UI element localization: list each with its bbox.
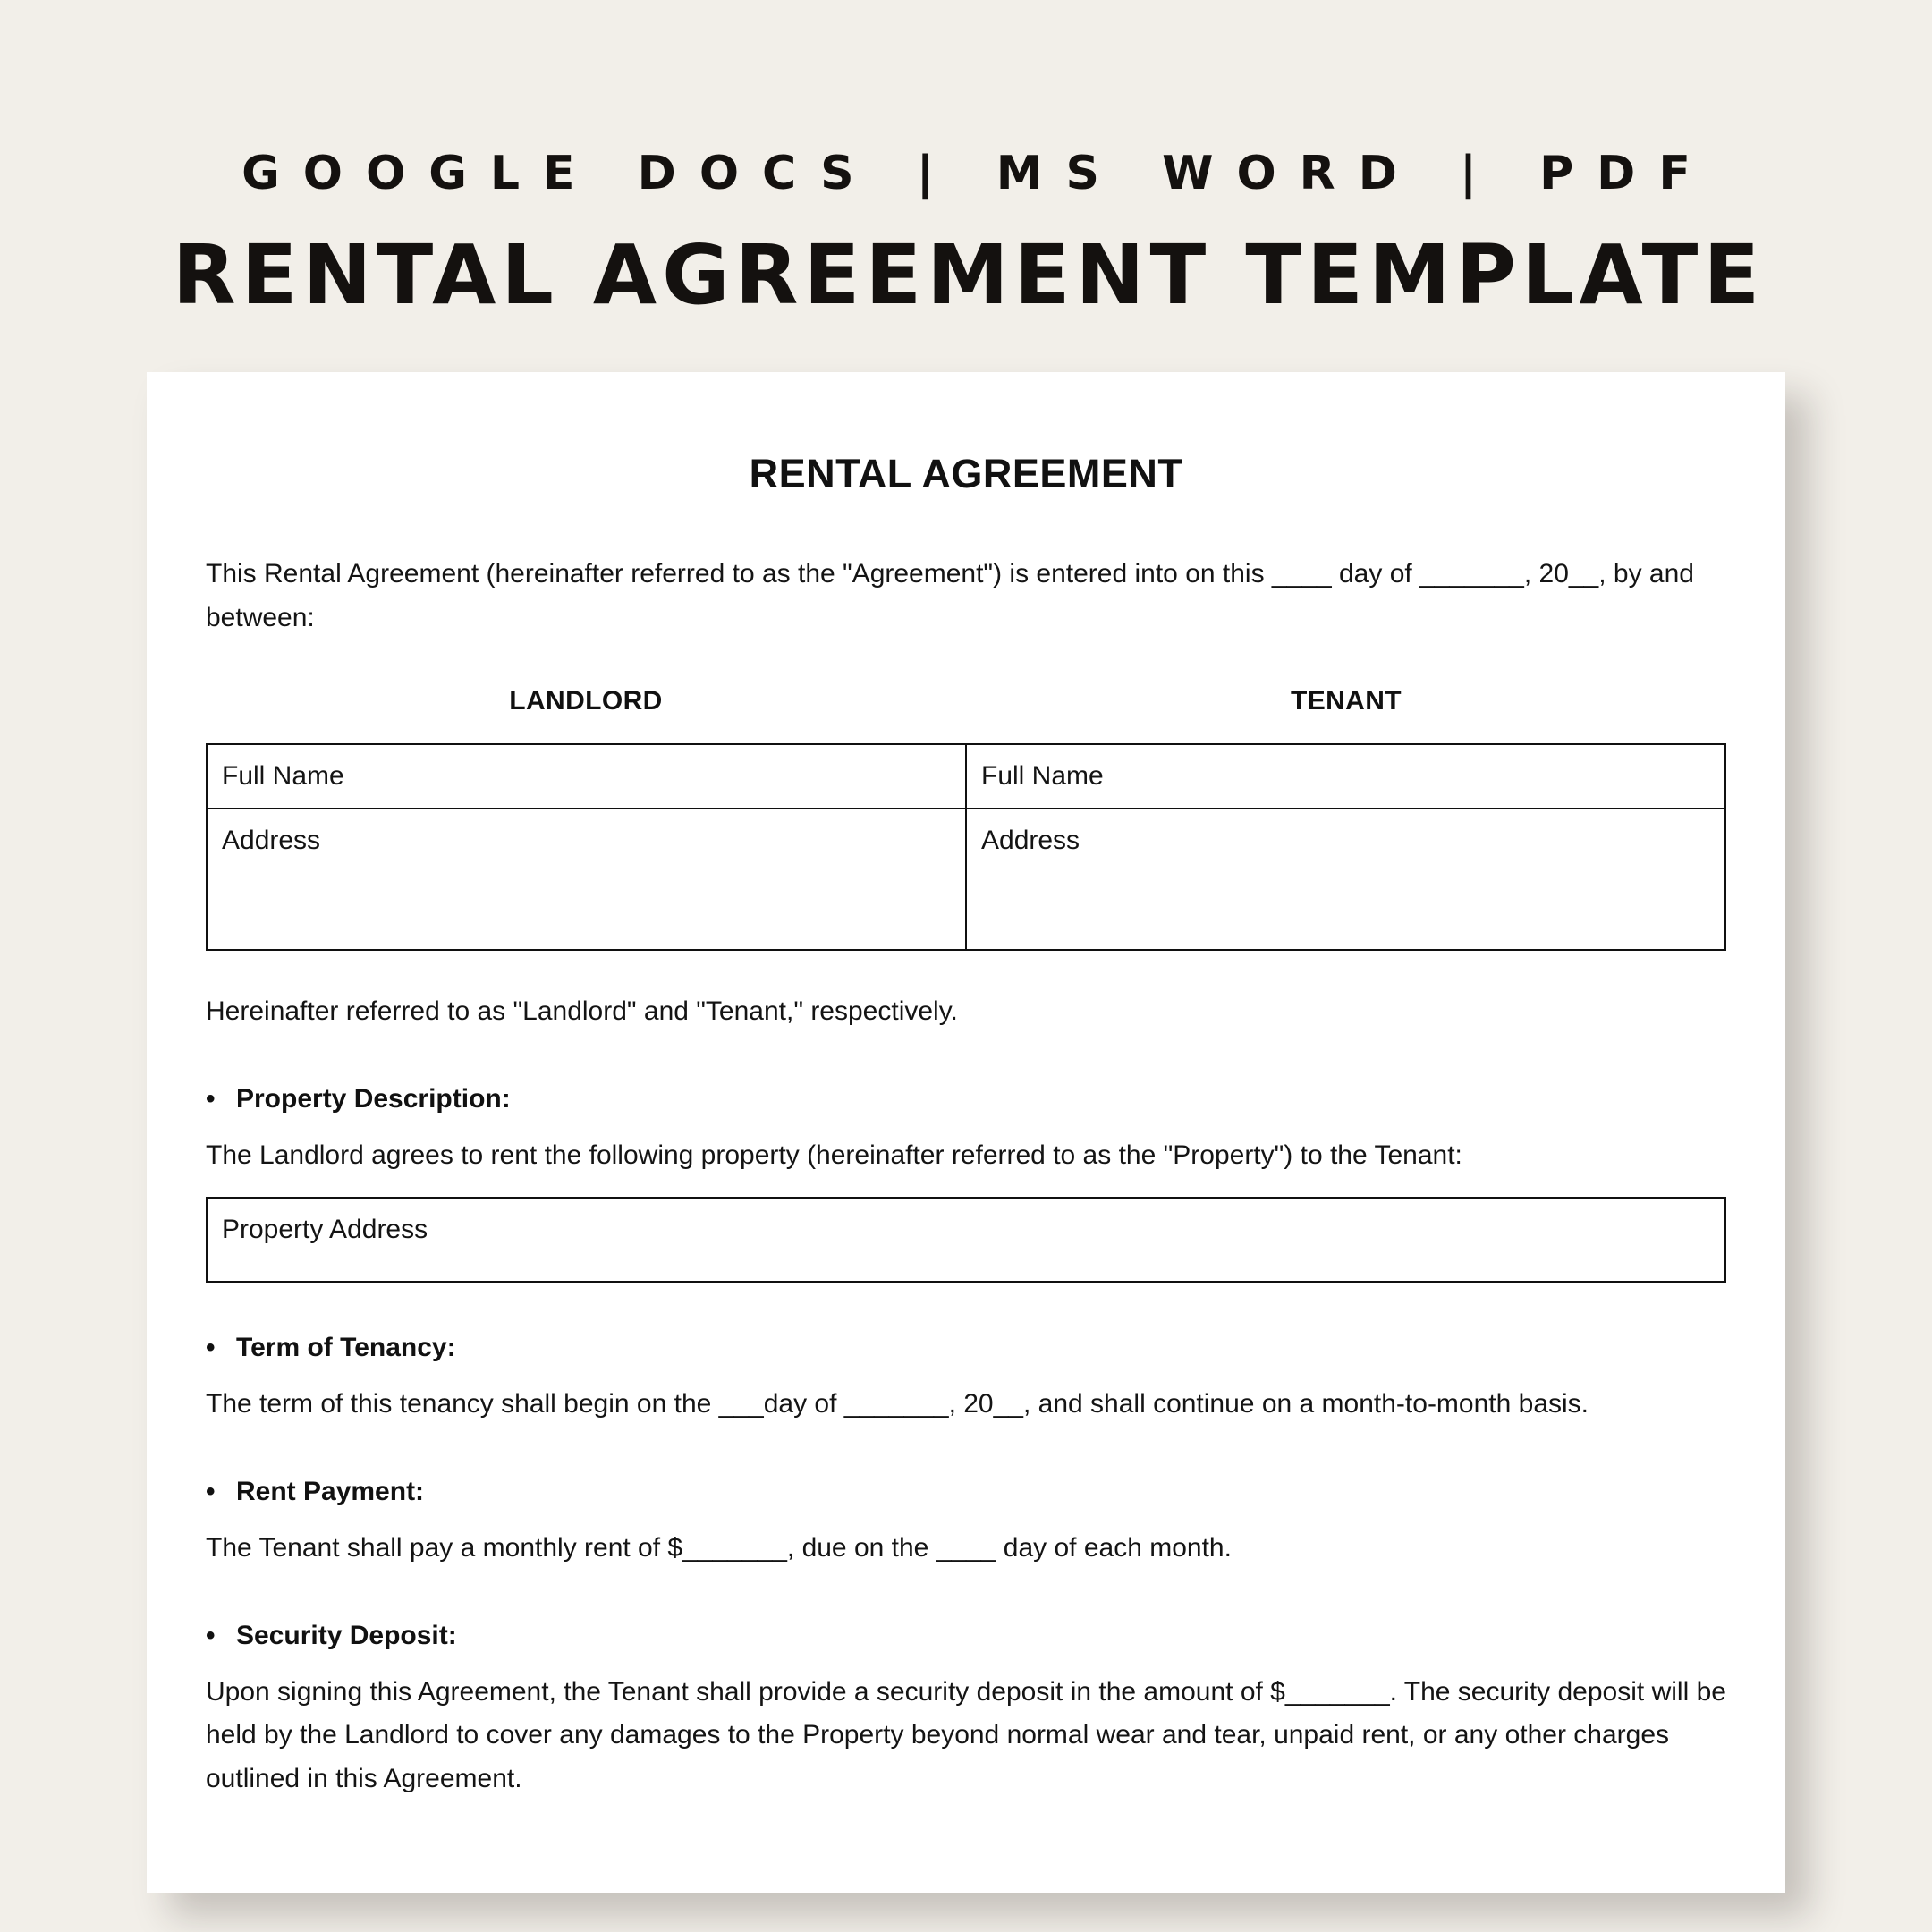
party-headers-row — [206, 686, 1726, 716]
table-row — [207, 744, 1725, 809]
landlord-full-name-cell[interactable]: Full Name — [207, 744, 966, 809]
section-heading-label: Rent Payment: — [236, 1476, 425, 1506]
intro-paragraph: This Rental Agreement (hereinafter referred to as the "Agreement") is entered into on this ____ day of _______, 20__, by and between: — [206, 559, 1694, 632]
parties-table — [206, 743, 1726, 951]
table-row — [207, 809, 1725, 950]
tenant-address-cell[interactable]: Address — [966, 809, 1725, 950]
hereinafter-paragraph: Hereinafter referred to as "Landlord" and "Tenant," respectively. — [206, 996, 958, 1027]
section-heading-rent-payment — [206, 1477, 1726, 1507]
section-heading-security-deposit — [206, 1621, 1726, 1651]
section-body-rent-payment: The Tenant shall pay a monthly rent of $_______, due on the ____ day of each month. — [206, 1532, 1232, 1563]
section-heading-label: Security Deposit: — [236, 1620, 457, 1650]
banner-title: RENTAL AGREEMENT TEMPLATE — [172, 227, 1766, 323]
section-heading-label: Term of Tenancy: — [236, 1333, 456, 1363]
section-body-term-of-tenancy: The term of this tenancy shall begin on the ___day of _______, 20__, and shall continue on a month-to-month basis. — [206, 1389, 1589, 1419]
section-heading-property-description — [206, 1084, 1726, 1114]
bullet-icon: • — [206, 1476, 216, 1506]
landlord-column-header: LANDLORD — [509, 686, 663, 716]
tenant-column-header: TENANT — [1290, 686, 1402, 716]
section-heading-term-of-tenancy — [206, 1333, 1726, 1363]
section-body-security-deposit: Upon signing this Agreement, the Tenant shall provide a security deposit in the amount of $_______. The security deposit will be held by the Landlord to cover any damages to the Property beyond normal wear and tear, unpaid rent, or any other charges outlined in this Agreement. — [206, 1676, 1726, 1793]
document-title: RENTAL AGREEMENT — [749, 451, 1183, 496]
bullet-icon: • — [206, 1333, 216, 1363]
banner-kicker: GOOGLE DOCS | MS WORD | PDF — [242, 147, 1714, 200]
document-page — [147, 372, 1785, 1893]
promo-banner — [0, 0, 1932, 323]
section-heading-label: Property Description: — [236, 1083, 511, 1114]
property-address-box[interactable]: Property Address — [206, 1197, 1726, 1283]
landlord-address-cell[interactable]: Address — [207, 809, 966, 950]
bullet-icon: • — [206, 1083, 216, 1114]
document-preview — [147, 372, 1785, 1893]
tenant-full-name-cell[interactable]: Full Name — [966, 744, 1725, 809]
bullet-icon: • — [206, 1620, 216, 1650]
section-body-property-description: The Landlord agrees to rent the following property (hereinafter referred to as the "Property") to the Tenant: — [206, 1140, 1462, 1170]
